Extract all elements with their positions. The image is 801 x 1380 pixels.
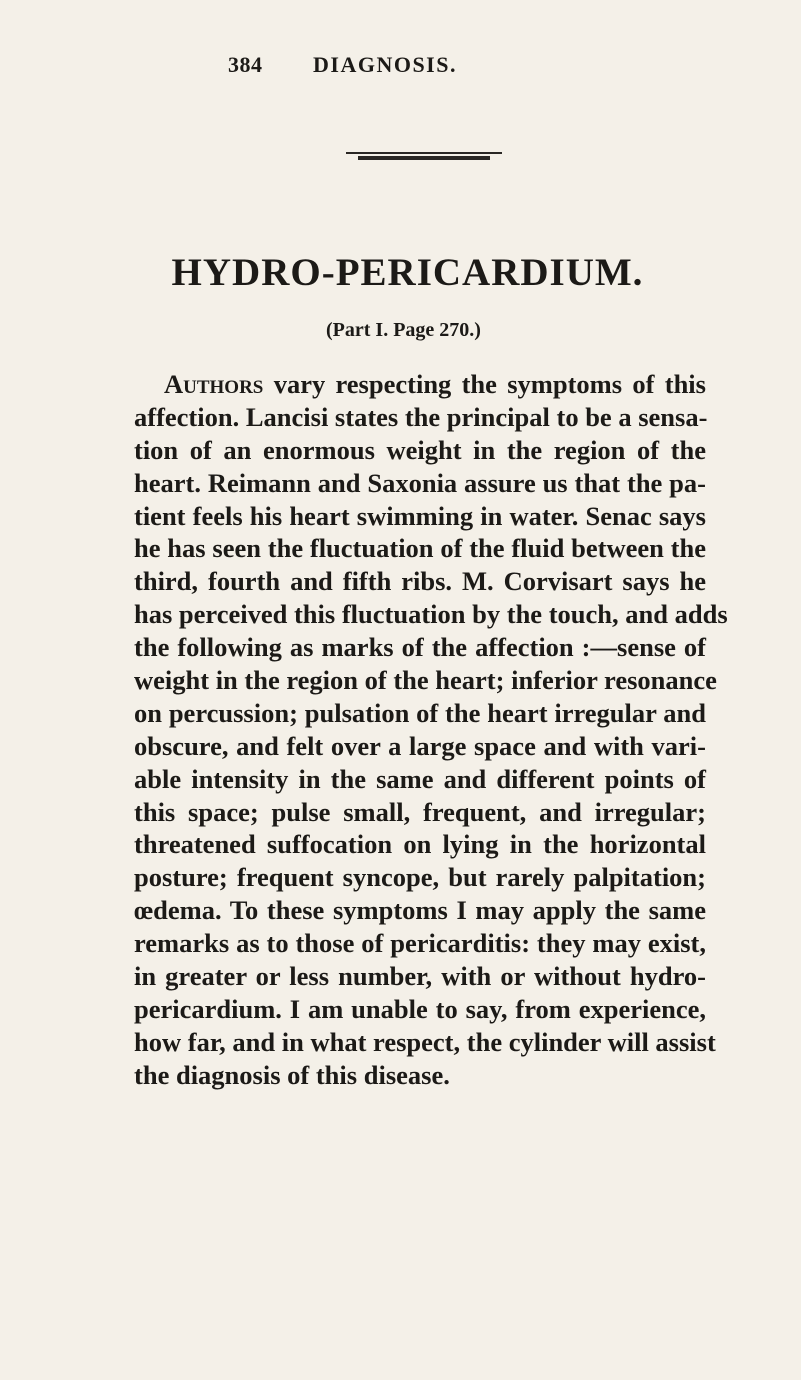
page-number: 384: [228, 52, 263, 77]
text-line: in greater or less number, with or without hydro-: [134, 961, 706, 992]
text-line: on percussion; pulsation of the heart irregular and: [134, 697, 706, 728]
text-line: pericardium. I am unable to say, from experience,: [134, 993, 706, 1024]
text-line: heart. Reimann and Saxonia assure us that the pa-: [134, 467, 706, 498]
text-line: obscure, and felt over a large space and with vari-: [134, 730, 706, 761]
text-line: threatened suffocation on lying in the horizontal: [134, 829, 706, 860]
text-line: the diagnosis of this disease.: [134, 1059, 450, 1090]
running-head: [228, 52, 628, 92]
text-line: how far, and in what respect, the cylinder will assist: [134, 1026, 716, 1057]
text-line: able intensity in the same and different points of: [134, 763, 706, 794]
section-rule-ornament: [346, 152, 502, 162]
text-line: œdema. To these symptoms I may apply the same: [134, 895, 706, 926]
text-line-content: vary respecting the symptoms of this: [263, 369, 706, 399]
text-line: remarks as to those of pericarditis: they may exist,: [134, 928, 706, 959]
text-line: tient feels his heart swimming in water. Senac says: [134, 500, 706, 531]
first-word-small-caps: Authors: [164, 369, 264, 399]
text-line: tion of an enormous weight in the region of the: [134, 434, 706, 465]
text-line: weight in the region of the heart; inferior resonance: [134, 665, 717, 696]
section-reference: (Part I. Page 270.): [326, 319, 481, 341]
text-line: has perceived this fluctuation by the touch, and adds: [134, 599, 728, 630]
text-line: [134, 368, 706, 401]
running-title: DIAGNOSIS.: [313, 52, 457, 77]
text-line: the following as marks of the affection :—sense of: [134, 632, 706, 663]
rule-thin-line: [346, 152, 502, 154]
body-paragraph: [134, 368, 728, 1092]
rule-thick-line: [358, 156, 490, 160]
text-line: posture; frequent syncope, but rarely palpitation;: [134, 862, 706, 893]
section-title: HYDRO-PERICARDIUM.: [171, 251, 644, 294]
text-line: he has seen the fluctuation of the fluid between the: [134, 533, 706, 564]
text-line: third, fourth and fifth ribs. M. Corvisart says he: [134, 566, 706, 597]
text-line: affection. Lancisi states the principal to be a sensa-: [134, 401, 708, 432]
text-line: this space; pulse small, frequent, and irregular;: [134, 796, 706, 827]
